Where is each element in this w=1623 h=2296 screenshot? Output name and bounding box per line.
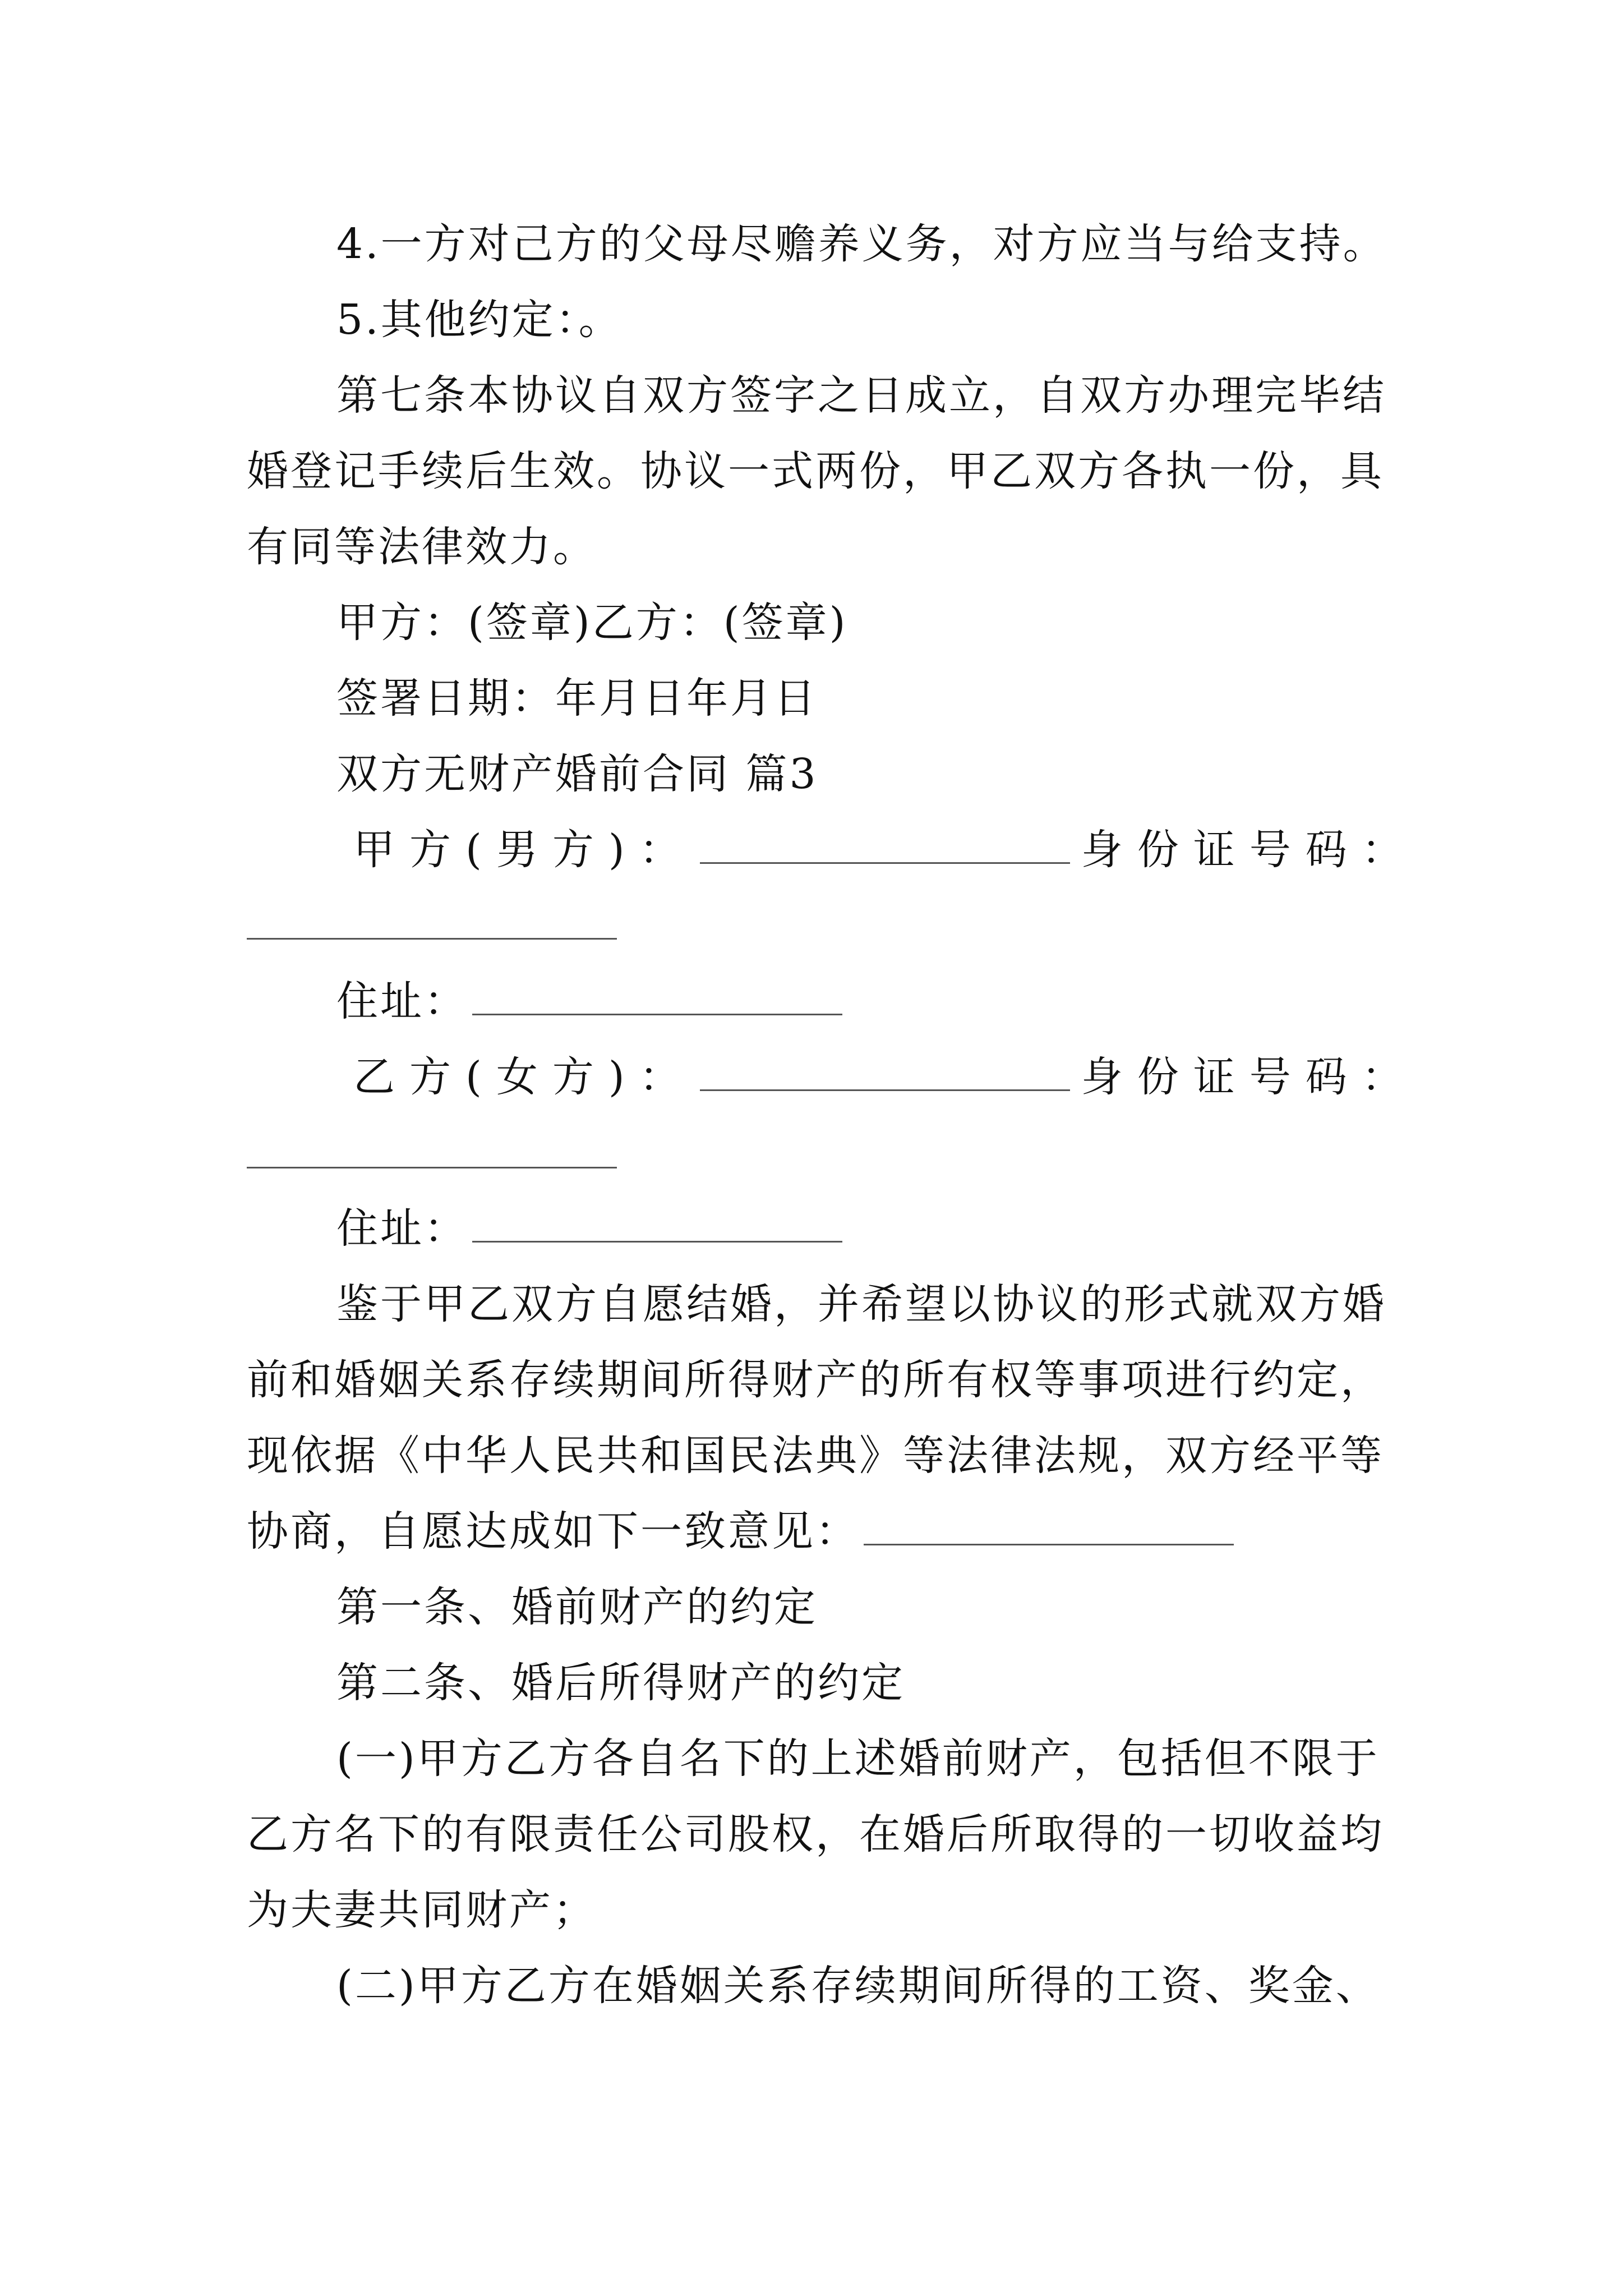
party-a-id-field[interactable] bbox=[247, 938, 617, 940]
party-b-row bbox=[353, 1049, 1418, 1105]
article-2-item-1-line-2: 乙方名下的有限责任公司股权，在婚后所取得的一切收益均 bbox=[247, 1810, 1384, 1858]
article-7-line-2: 婚登记手续后生效。协议一式两份，甲乙双方各执一份，具 bbox=[247, 447, 1384, 495]
preamble-line-4 bbox=[247, 1503, 1234, 1559]
party-a-address-label: 住址： bbox=[336, 977, 468, 1025]
article-2-item-2-line-1: (二)甲方乙方在婚姻关系存续期间所得的工资、奖金、 bbox=[336, 1962, 1380, 2010]
party-a-name-field[interactable] bbox=[700, 827, 1070, 864]
article-7-line-3: 有同等法律效力。 bbox=[247, 523, 597, 571]
article-7-line-1: 第七条本协议自双方签字之日成立，自双方办理完毕结 bbox=[336, 371, 1386, 420]
preamble-line-3: 现依据《中华人民共和国民法典》等法律法规，双方经平等 bbox=[247, 1432, 1384, 1480]
party-a-address-row bbox=[336, 973, 842, 1029]
party-a-row bbox=[353, 822, 1418, 878]
party-b-address-field[interactable] bbox=[472, 1206, 842, 1243]
article-2-item-1-line-1: (一)甲方乙方各自名下的上述婚前财产，包括但不限于 bbox=[336, 1734, 1380, 1783]
section-title: 双方无财产婚前合同 篇3 bbox=[336, 750, 818, 798]
party-b-address-label: 住址： bbox=[336, 1204, 468, 1253]
party-b-id-label: 身份证号码： bbox=[1081, 1053, 1418, 1101]
preamble-line-4-text: 协商，自愿达成如下一致意见： bbox=[247, 1507, 859, 1556]
party-a-address-field[interactable] bbox=[472, 979, 842, 1015]
preamble-line-1: 鉴于甲乙双方自愿结婚，并希望以协议的形式就双方婚 bbox=[336, 1280, 1386, 1328]
article-2-item-1-line-3: 为夫妻共同财产； bbox=[247, 1886, 597, 1934]
party-b-id-field[interactable] bbox=[247, 1167, 617, 1168]
party-a-label: 甲方(男方)： bbox=[353, 826, 695, 874]
party-b-label: 乙方(女方)： bbox=[353, 1053, 695, 1101]
party-b-address-row bbox=[336, 1200, 842, 1257]
article-1-heading: 第一条、婚前财产的约定 bbox=[336, 1583, 818, 1631]
party-b-name-field[interactable] bbox=[700, 1055, 1070, 1091]
article-2-heading: 第二条、婚后所得财产的约定 bbox=[336, 1659, 905, 1707]
preamble-blank-field[interactable] bbox=[864, 1509, 1234, 1545]
signature-line: 甲方：(签章)乙方：(签章) bbox=[336, 599, 848, 647]
clause-4: 4.一方对己方的父母尽赡养义务，对方应当与给支持。 bbox=[336, 220, 1387, 268]
preamble-line-2: 前和婚姻关系存续期间所得财产的所有权等事项进行约定， bbox=[247, 1356, 1384, 1404]
clause-5: 5.其他约定：。 bbox=[336, 296, 623, 344]
signing-date-line: 签署日期：年月日年月日 bbox=[336, 674, 818, 723]
party-a-id-label: 身份证号码： bbox=[1081, 826, 1418, 874]
